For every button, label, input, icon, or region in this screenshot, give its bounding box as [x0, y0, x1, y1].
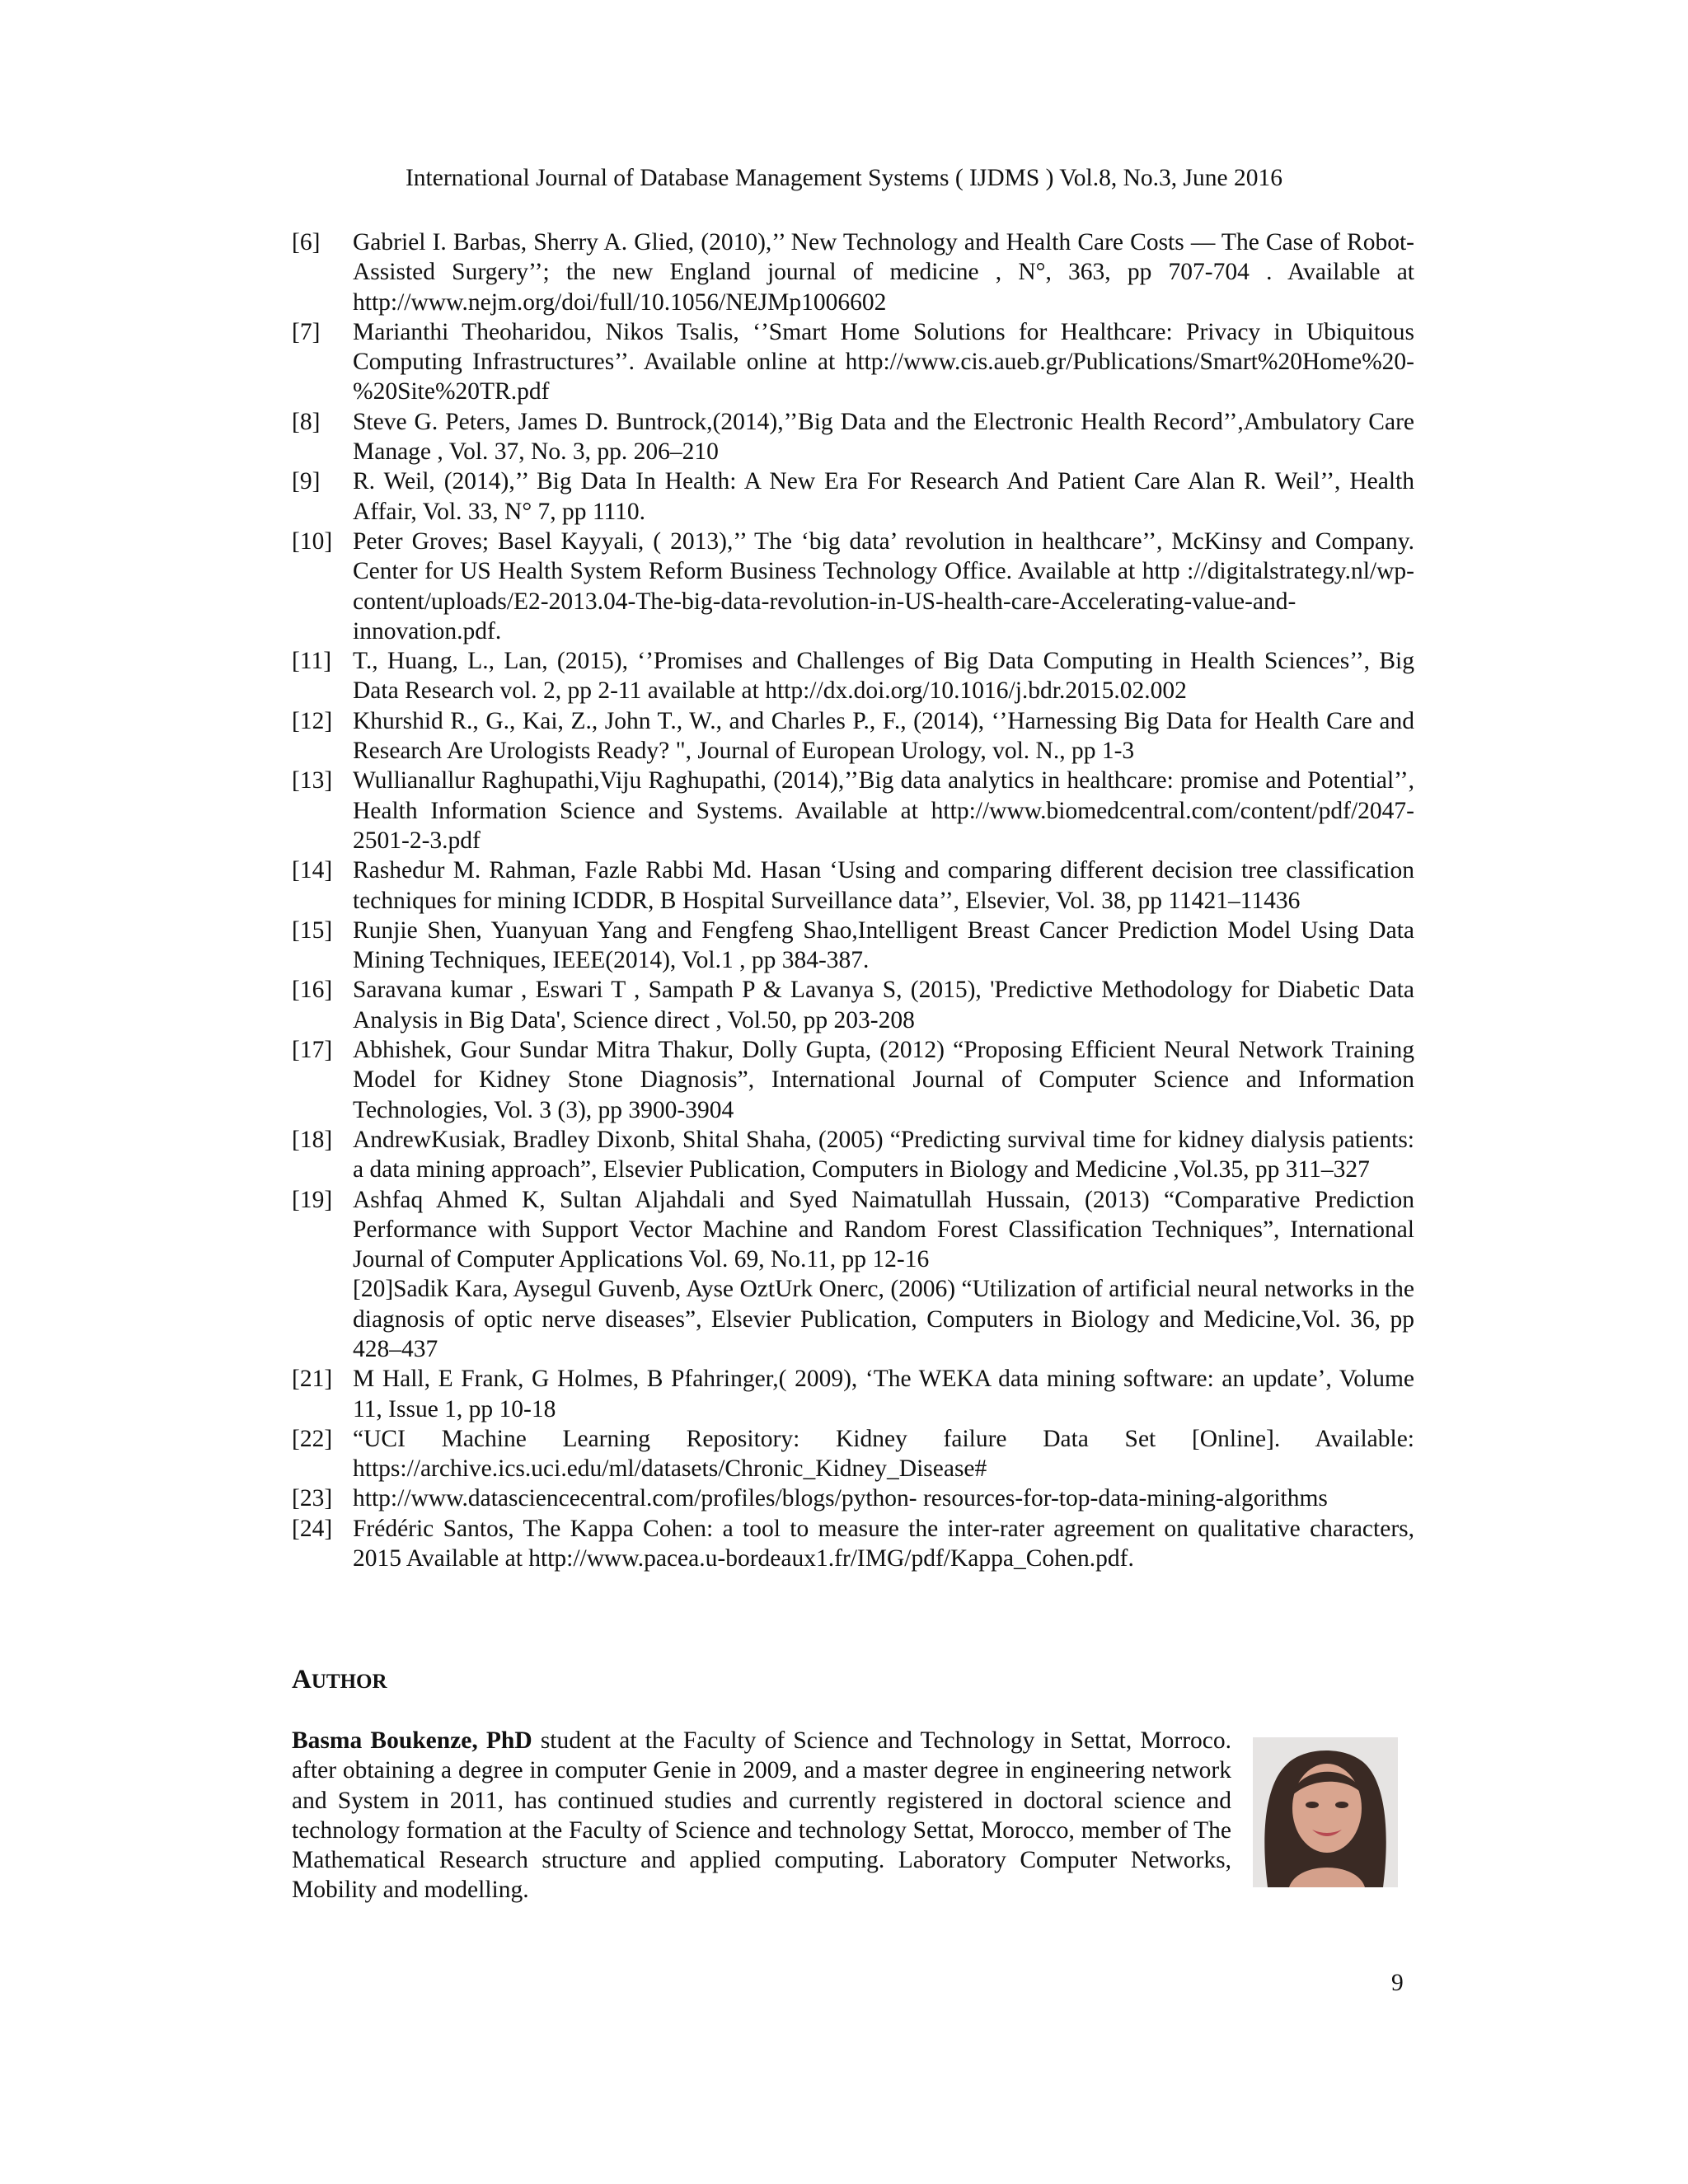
reference-item [292, 466, 1414, 527]
reference-item [292, 916, 1414, 976]
reference-number: [17] [292, 1037, 333, 1064]
reference-item [292, 855, 1414, 916]
reference-item [292, 1185, 1414, 1275]
reference-text: Peter Groves; Basel Kayyali, ( 2013),’’ The ‘big data’ revolution in healthcare’’, McKinsy and Company. Center for US Health System Reform Business Technology Office. Available at http ://digitalstrategy.nl/wp-content/uploads/E2-2013.04-The-big-data-revolution-in-US-health-care-Accelerating-value-and-innovation.pdf. [353, 527, 1414, 644]
reference-item [292, 407, 1414, 467]
author-title-rest: UTHOR [311, 1671, 387, 1693]
running-header: International Journal of Database Management Systems ( IJDMS ) Vol.8, No.3, June 2016 [405, 165, 1283, 191]
reference-number: [7] [292, 318, 321, 345]
reference-text: Abhishek, Gour Sundar Mitra Thakur, Dolly Gupta, (2012) “Proposing Efficient Neural Network Training Model for Kidney Stone Diagnosis”, International Journal of Computer Science and Information Technologies, Vol. 3 (3), pp 3900-3904 [353, 1037, 1414, 1123]
reference-number: [19] [292, 1186, 333, 1213]
reference-number: [21] [292, 1366, 333, 1393]
reference-item [292, 1035, 1414, 1125]
author-photo [1253, 1737, 1398, 1887]
reference-item [292, 1514, 1414, 1574]
reference-number: [14] [292, 857, 333, 884]
reference-item [292, 317, 1414, 407]
reference-number: [24] [292, 1515, 333, 1542]
reference-number: [18] [292, 1126, 333, 1153]
reference-item [292, 766, 1414, 855]
author-section-title [292, 1663, 387, 1699]
reference-number: [23] [292, 1485, 333, 1512]
reference-text: “UCI Machine Learning Repository: Kidney failure Data Set [Online]. Available: https://archive.ics.uci.edu/ml/datasets/Chronic_Kidney_Disease# [353, 1425, 1414, 1483]
reference-number: [6] [292, 229, 321, 255]
reference-item [292, 527, 1414, 646]
reference-number: [15] [292, 916, 333, 944]
reference-number: [8] [292, 408, 321, 435]
reference-number: [22] [292, 1425, 333, 1452]
reference-text: Rashedur M. Rahman, Fazle Rabbi Md. Hasan ‘Using and comparing different decision tree classification techniques for mining ICDDR, B Hospital Surveillance data’’, Elsevier, Vol. 38, pp 11421–11436 [353, 857, 1414, 914]
reference-text: R. Weil, (2014),’’ Big Data In Health: A New Era For Research And Patient Care Alan R. Weil’’, Health Affair, Vol. 33, N° 7, pp 1110. [353, 468, 1414, 525]
reference-item [292, 1483, 1414, 1513]
reference-item [292, 1364, 1414, 1424]
author-title-initial: A [292, 1665, 312, 1694]
reference-text: Frédéric Santos, The Kappa Cohen: a tool to measure the inter-rater agreement on qualitative characters, 2015 Available at http://www.pacea.u-bordeaux1.fr/IMG/pdf/Kappa_Cohen.pdf. [353, 1515, 1414, 1572]
reference-number: [10] [292, 527, 333, 555]
author-name: Basma Boukenze, PhD [292, 1727, 532, 1754]
reference-text: Marianthi Theoharidou, Nikos Tsalis, ‘’Smart Home Solutions for Healthcare: Privacy in Ubiquitous Computing Infrastructures’’. Available online at http://www.cis.aueb.gr/Publications/Smart%20Home%20-%20Site%20TR.pdf [353, 318, 1414, 405]
reference-number: [16] [292, 977, 333, 1004]
reference-item [292, 975, 1414, 1035]
reference-text: Khurshid R., G., Kai, Z., John T., W., and Charles P., F., (2014), ‘’Harnessing Big Data for Health Care and Research Are Urologists Ready? ", Journal of European Urology, vol. N., pp 1-3 [353, 707, 1414, 765]
reference-item [292, 1125, 1414, 1185]
reference-text: M Hall, E Frank, G Holmes, B Pfahringer,( 2009), ‘The WEKA data mining software: an update’, Volume 11, Issue 1, pp 10-18 [353, 1366, 1414, 1422]
reference-text: T., Huang, L., Lan, (2015), ‘’Promises and Challenges of Big Data Computing in Health Sciences’’, Big Data Research vol. 2, pp 2-11 available at http://dx.doi.org/10.1016/j.bdr.2015.02.002 [353, 648, 1414, 705]
reference-item [292, 706, 1414, 766]
reference-number: [13] [292, 767, 333, 794]
reference-number: [11] [292, 648, 332, 675]
reference-text: Wullianallur Raghupathi,Viju Raghupathi, (2014),’’Big data analytics in healthcare: promise and Potential’’, Health Information Science and Systems. Available at http://www.biomedcentral.com/content/pdf/2047-2501-2-3.pdf [353, 767, 1414, 854]
reference-text: Ashfaq Ahmed K, Sultan Aljahdali and Syed Naimatullah Hussain, (2013) “Comparative Prediction Performance with Support Vector Machine and Random Forest Classification Techniques”, International Journal of Computer Applications Vol. 69, No.11, pp 12-16 [353, 1186, 1414, 1273]
reference-text: Runjie Shen, Yuanyuan Yang and Fengfeng Shao,Intelligent Breast Cancer Prediction Model Using Data Mining Techniques, IEEE(2014), Vol.1 , pp 384-387. [353, 916, 1414, 974]
reference-text: Gabriel I. Barbas, Sherry A. Glied, (2010),’’ New Technology and Health Care Costs — The Case of Robot-Assisted Surgery’’; the new England journal of medicine , N°, 363, pp 707-704 . Available at http://www.nejm.org/doi/full/10.1056/NEJMp1006602 [353, 229, 1414, 316]
reference-item [292, 646, 1414, 706]
reference-number: [12] [292, 707, 333, 734]
reference-number: [9] [292, 468, 321, 495]
author-bio-text: student at the Faculty of Science and Technology in Settat, Morroco. after obtaining a degree in computer Genie in 2009, and a master degree in engineering network and System in 2011, has continued studies and currently registered in doctoral science and technology formation at the Faculty of Science and technology Settat, Morocco, member of The Mathematical Research structure and applied computing. Laboratory Computer Networks, Mobility and modelling. [292, 1727, 1231, 1904]
reference-list [292, 227, 1414, 1573]
reference-text: [20]Sadik Kara, Aysegul Guvenb, Ayse OztUrk Onerc, (2006) “Utilization of artificial neural networks in the diagnosis of optic nerve diseases”, Elsevier Publication, Computers in Biology and Medicine,Vol. 36, pp 428–437 [353, 1276, 1414, 1362]
reference-text: Saravana kumar , Eswari T , Sampath P & Lavanya S, (2015), 'Predictive Methodology for Diabetic Data Analysis in Big Data', Science direct , Vol.50, pp 203-208 [353, 977, 1414, 1033]
reference-text: Steve G. Peters, James D. Buntrock,(2014),’’Big Data and the Electronic Health Record’’,Ambulatory Care Manage , Vol. 37, No. 3, pp. 206–210 [353, 408, 1414, 466]
page-number: 9 [1391, 1970, 1404, 1996]
reference-item [292, 1274, 1414, 1364]
reference-text: http://www.datasciencecentral.com/profiles/blogs/python- resources-for-top-data-mining-algorithms [353, 1485, 1328, 1512]
author-bio [292, 1726, 1231, 1905]
reference-item [292, 227, 1414, 317]
reference-text: AndrewKusiak, Bradley Dixonb, Shital Shaha, (2005) “Predicting survival time for kidney dialysis patients: a data mining approach”, Elsevier Publication, Computers in Biology and Medicine ,Vol.35, pp 311–327 [353, 1126, 1414, 1183]
reference-item [292, 1424, 1414, 1484]
